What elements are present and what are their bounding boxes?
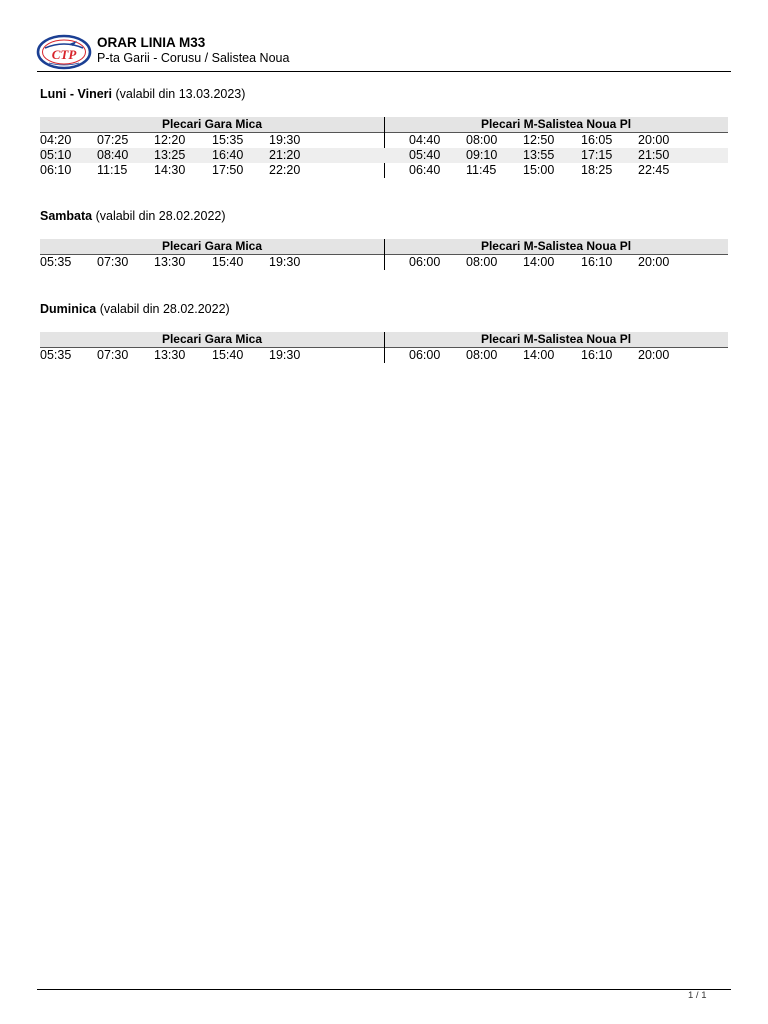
table-row — [40, 133, 384, 148]
page-number: 1 / 1 — [688, 990, 707, 1001]
table-row — [384, 163, 728, 178]
departure-time: 06:10 — [40, 163, 72, 177]
departure-time: 15:40 — [212, 255, 244, 269]
departures-salistea-noua — [384, 117, 728, 178]
section-validity: (valabil din 28.02.2022) — [96, 302, 230, 316]
departure-time: 12:50 — [523, 133, 555, 147]
departure-time: 20:00 — [638, 348, 670, 362]
departures-salistea-noua — [384, 332, 728, 363]
departure-time: 14:00 — [523, 255, 555, 269]
departure-time: 15:40 — [212, 348, 244, 362]
departure-time: 19:30 — [269, 348, 301, 362]
section-title — [40, 86, 728, 102]
column-header: Plecari M-Salistea Noua Pl — [384, 332, 728, 348]
column-header: Plecari M-Salistea Noua Pl — [384, 117, 728, 133]
departures-gara-mica — [40, 117, 384, 178]
departure-time: 04:40 — [409, 133, 441, 147]
departure-time: 17:15 — [581, 148, 613, 162]
departure-time: 22:45 — [638, 163, 670, 177]
departure-time: 05:10 — [40, 148, 72, 162]
table-row — [384, 133, 728, 148]
departure-time: 19:30 — [269, 255, 301, 269]
departure-time: 05:35 — [40, 255, 72, 269]
departure-time: 14:00 — [523, 348, 555, 362]
route-subtitle: P-ta Garii - Corusu / Salistea Noua — [97, 51, 290, 65]
schedule-section-saturday — [40, 208, 728, 269]
table-row — [40, 163, 384, 178]
section-title — [40, 301, 728, 317]
table-row — [40, 348, 384, 363]
departure-time: 21:20 — [269, 148, 301, 162]
departure-time: 16:10 — [581, 348, 613, 362]
ctp-logo — [36, 34, 92, 70]
schedule-section-weekdays — [40, 86, 728, 177]
departure-time: 06:40 — [409, 163, 441, 177]
departure-time: 07:30 — [97, 348, 129, 362]
departure-time: 04:20 — [40, 133, 72, 147]
departure-time: 07:30 — [97, 255, 129, 269]
departure-time: 11:45 — [466, 163, 497, 177]
page-header — [36, 34, 732, 72]
section-day: Duminica — [40, 302, 97, 316]
section-day: Luni - Vineri — [40, 87, 112, 101]
departure-time: 19:30 — [269, 133, 301, 147]
departure-time: 08:00 — [466, 348, 498, 362]
departure-time: 13:25 — [154, 148, 186, 162]
table-row — [40, 148, 384, 163]
departure-time: 13:30 — [154, 255, 186, 269]
departures-gara-mica — [40, 332, 384, 363]
departure-time: 14:30 — [154, 163, 186, 177]
departure-time: 16:05 — [581, 133, 613, 147]
column-header: Plecari Gara Mica — [40, 239, 384, 255]
section-title — [40, 208, 728, 224]
departure-time: 21:50 — [638, 148, 670, 162]
departure-time: 13:55 — [523, 148, 555, 162]
departure-time: 08:40 — [97, 148, 129, 162]
column-header: Plecari Gara Mica — [40, 117, 384, 133]
departure-time: 05:40 — [409, 148, 441, 162]
departure-time: 06:00 — [409, 255, 441, 269]
departure-time: 16:40 — [212, 148, 244, 162]
column-header: Plecari Gara Mica — [40, 332, 384, 348]
departure-time: 16:10 — [581, 255, 613, 269]
departure-time: 06:00 — [409, 348, 441, 362]
table-row — [384, 348, 728, 363]
departure-time: 15:00 — [523, 163, 555, 177]
section-validity: (valabil din 28.02.2022) — [92, 209, 226, 223]
table-row — [384, 255, 728, 270]
departure-time: 18:25 — [581, 163, 613, 177]
departure-time: 17:50 — [212, 163, 244, 177]
svg-text:CTP: CTP — [51, 47, 77, 62]
departure-time: 20:00 — [638, 255, 670, 269]
footer-divider — [37, 989, 731, 990]
column-header: Plecari M-Salistea Noua Pl — [384, 239, 728, 255]
departure-time: 08:00 — [466, 255, 498, 269]
page-title: ORAR LINIA M33 — [97, 35, 206, 50]
section-day: Sambata — [40, 209, 93, 223]
table-row — [384, 148, 728, 163]
departure-time: 20:00 — [638, 133, 670, 147]
departure-time: 15:35 — [212, 133, 244, 147]
table-row — [40, 255, 384, 270]
departures-salistea-noua — [384, 239, 728, 270]
departure-time: 13:30 — [154, 348, 186, 362]
header-divider — [37, 71, 731, 72]
section-validity: (valabil din 13.03.2023) — [112, 87, 246, 101]
departure-time: 08:00 — [466, 133, 498, 147]
departure-time: 11:15 — [97, 163, 128, 177]
departure-time: 07:25 — [97, 133, 129, 147]
departures-gara-mica — [40, 239, 384, 270]
departure-time: 12:20 — [154, 133, 186, 147]
departure-time: 05:35 — [40, 348, 72, 362]
departure-time: 22:20 — [269, 163, 301, 177]
departure-time: 09:10 — [466, 148, 498, 162]
schedule-section-sunday — [40, 301, 728, 362]
